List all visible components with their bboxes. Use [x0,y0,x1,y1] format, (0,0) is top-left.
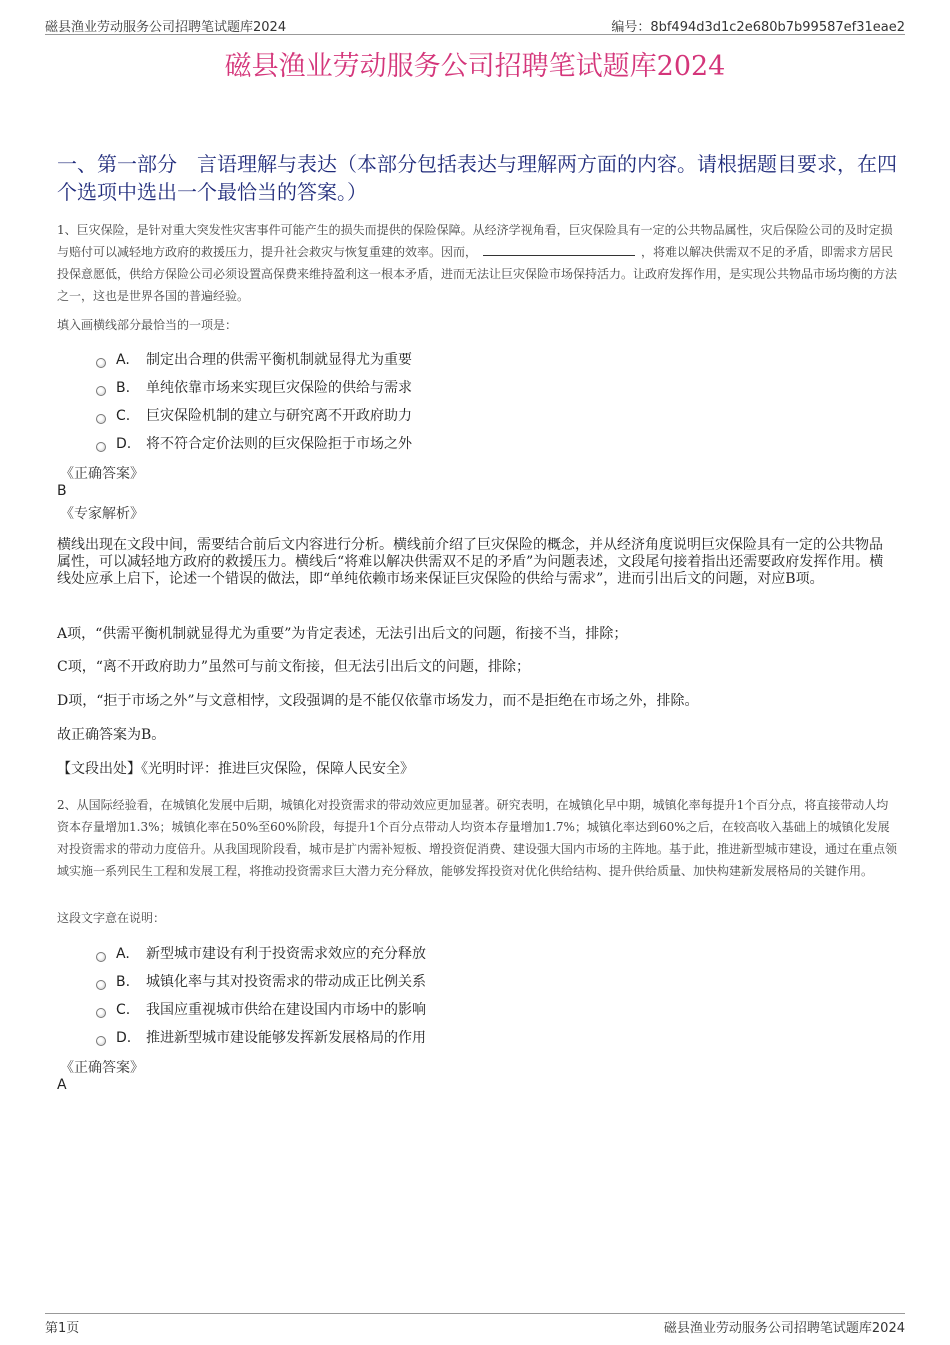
radio-icon[interactable] [96,1008,106,1018]
option-key: B. [116,974,131,990]
radio-icon[interactable] [96,414,106,424]
option-text: 将不符合定价法则的巨灾保险拒于市场之外 [146,436,412,452]
option-b[interactable] [96,968,426,996]
answer-value: B [57,483,67,499]
option-text: 我国应重视城市供给在建设国内市场中的影响 [146,1002,426,1018]
option-text: 推进新型城市建设能够发挥新发展格局的作用 [146,1030,426,1046]
analysis-option-c: C项，“离不开政府助力”虽然可与前文衔接，但无法引出后文的问题，排除； [57,659,531,675]
option-c[interactable] [96,996,426,1024]
question-2-prompt: 这段文字意在说明： [57,911,166,925]
header-doc-id: 编号：8bf494d3d1c2e680b7b99587ef31eae2 [611,20,905,35]
option-text: 巨灾保险机制的建立与研究离不开政府助力 [146,408,412,424]
option-text: 城镇化率与其对投资需求的带动成正比例关系 [146,974,426,990]
header-doc-name: 磁县渔业劳动服务公司招聘笔试题库2024 [45,20,287,35]
option-c[interactable] [96,402,412,430]
question-1-text-before: 1、巨灾保险，是针对重大突发性灾害事件可能产生的损失而提供的保险保障。从经济学视角看，巨灾保险具有一定的公共物品属性，灾后保险公司的及时定损与赔付可以减轻地方政府的救援压力，提升社会救灾与恢复重建的效率。因而， [57,223,893,259]
option-a[interactable] [96,346,412,374]
page-footer [45,1313,905,1334]
option-key: D. [116,436,132,452]
option-text: 新型城市建设有利于投资需求效应的充分释放 [146,946,426,962]
option-key: C. [116,408,131,424]
radio-icon[interactable] [96,980,106,990]
option-a[interactable] [96,940,426,968]
option-key: B. [116,380,131,396]
question-1-text [57,219,897,307]
question-1-prompt: 填入画横线部分最恰当的一项是： [57,318,238,332]
analysis-conclusion: 故正确答案为B。 [57,727,166,743]
radio-icon[interactable] [96,952,106,962]
option-key: A. [116,946,130,962]
analysis-source: 【文段出处】《光明时评：推进巨灾保险，保障人民安全》 [57,761,414,777]
option-key: A. [116,352,130,368]
analysis-label: 《专家解析》 [60,506,144,522]
question-1-text-after: ，将难以解决供需双不足的矛盾，即需求方居民投保意愿低，供给方保险公司必须设置高保费来维持盈利这一根本矛盾，进而无法让巨灾保险市场保持活力。让政府发挥作用，是实现公共物品市场均衡的方法之一，这也是世界各国的普遍经验。 [57,245,898,303]
radio-icon[interactable] [96,442,106,452]
option-text: 单纯依靠市场来实现巨灾保险的供给与需求 [146,380,412,396]
option-text: 制定出合理的供需平衡机制就显得尤为重要 [146,352,412,368]
footer-page-number: 第1页 [45,1321,80,1336]
answer-value: A [57,1077,67,1093]
radio-icon[interactable] [96,1036,106,1046]
option-key: C. [116,1002,131,1018]
answer-blank [483,243,635,256]
option-key: D. [116,1030,132,1046]
option-d[interactable] [96,1024,426,1052]
answer-label: 《正确答案》 [60,1060,144,1076]
option-b[interactable] [96,374,412,402]
radio-icon[interactable] [96,386,106,396]
question-2-text: 2、从国际经验看，在城镇化发展中后期，城镇化对投资需求的带动效应更加显著。研究表明，在城镇化早中期，城镇化率每提升1个百分点，将直接带动人均资本存量增加1.3%；城镇化率在50%至60%阶段，每提升1个百分点带动人均资本存量增加1.7%；城镇化率达到60%之后，在较高收入基础上的城镇化发展对投资需求的带动力度倍升。从我国现阶段看，城市是扩内需补短板、增投资促消费、建设强大国内市场的主阵地。基于此，推进新型城市建设，通过在重点领域实施一系列民生工程和发展工程，将推动投资需求巨大潜力充分释放，能够发挥投资对优化供给结构、提升供给质量、加快构建新发展格局的关键作用。 [57,798,898,878]
section-heading: 一、第一部分 言语理解与表达（本部分包括表达与理解两方面的内容。请根据题目要求，在四个选项中选出一个最恰当的答案。） [57,152,897,204]
radio-icon[interactable] [96,358,106,368]
question-2-options [96,940,426,1052]
analysis-option-a: A项，“供需平衡机制就显得尤为重要”为肯定表述，无法引出后文的问题，衔接不当，排除； [57,626,628,642]
option-d[interactable] [96,430,412,458]
page-title: 磁县渔业劳动服务公司招聘笔试题库2024 [224,51,726,82]
page-header [45,16,905,35]
question-1-options [96,346,412,458]
analysis-option-d: D项，“拒于市场之外”与文意相悖，文段强调的是不能仅依靠市场发力，而不是拒绝在市场之外，排除。 [57,693,699,709]
answer-label: 《正确答案》 [60,466,144,482]
footer-doc-name: 磁县渔业劳动服务公司招聘笔试题库2024 [663,1321,905,1336]
analysis-paragraph: 横线出现在文段中间，需要结合前后文内容进行分析。横线前介绍了巨灾保险的概念，并从经济角度说明巨灾保险具有一定的公共物品属性，可以减轻地方政府的救援压力。横线后“将难以解决供需双不足的矛盾”为问题表述，文段尾句接着指出还需要政府发挥作用。横线处应承上启下，论述一个错误的做法，即“单纯依赖市场来保证巨灾保险的供给与需求”，进而引出后文的问题，对应B项。 [57,537,884,587]
